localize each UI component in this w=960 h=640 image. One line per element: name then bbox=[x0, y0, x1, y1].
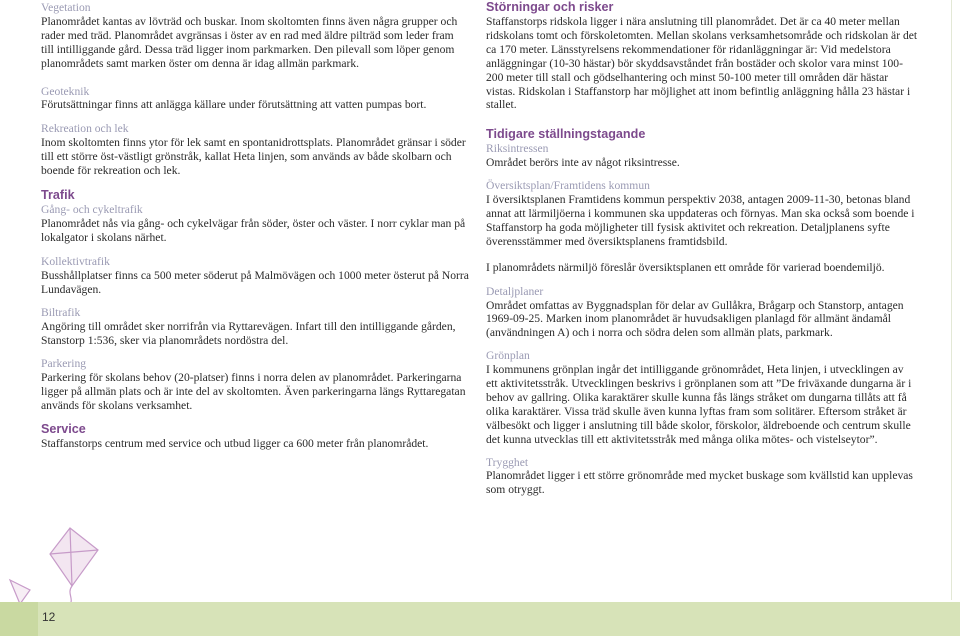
text-oversiktsplan: I översiktsplanen Framtidens kommun perspektiv 2038, antagen 2009-11-30, betonas bland annat att lärmiljöerna i kommunen ska uppdateras och förnyas. Man ska också som boende i Staffanstorp ha goda möjligheter till fysisk aktivitet och rekreation. Detaljplanens syfte överensstämmer med översiktsplanens framtidsbild. bbox=[486, 193, 915, 248]
text-geoteknik: Förutsättningar finns att anlägga källare under förutsättning att vatten pumpas bort. bbox=[41, 98, 427, 112]
text-kollektivtrafik: Busshållplatser finns ca 500 meter söderut på Malmövägen och 1000 meter österut på Norra Lundavägen. bbox=[41, 268, 469, 296]
section-tidigare bbox=[486, 127, 918, 170]
text-trafik: Planområdet nås via gång- och cykelvägar från söder, öster och väster. I norr cyklar man på lokalgator i skolans närhet. bbox=[41, 216, 466, 244]
section-kollektivtrafik bbox=[41, 255, 469, 297]
heading-storningar: Störningar och risker bbox=[486, 0, 614, 14]
left-column bbox=[41, 0, 469, 450]
heading-vegetation: Vegetation bbox=[41, 1, 91, 14]
section-oversiktsplan bbox=[486, 179, 918, 274]
section-parkering bbox=[41, 357, 469, 413]
section-detaljplaner bbox=[486, 285, 918, 341]
section-rekreation bbox=[41, 122, 469, 178]
page-number: 12 bbox=[42, 610, 56, 624]
heading-parkering: Parkering bbox=[41, 357, 87, 371]
subheading-riksintressen: Riksintressen bbox=[486, 142, 549, 156]
section-trygghet bbox=[486, 456, 918, 498]
section-geoteknik bbox=[41, 85, 469, 113]
heading-trafik: Trafik bbox=[41, 187, 75, 202]
section-trafik bbox=[41, 188, 469, 245]
text-vegetation: Planområdet kantas av lövträd och buskar. Inom skoltomten finns även några grupper och rader med träd. Planområdet avgränsas i öster av en rad med äldre pilträd som leder fram till intilliggande gård. Dessa träd ligger inom parkmarken. Den pilevall som löper genom planområdets samt marken öster om denna är idag allmän parkmark. bbox=[41, 14, 458, 70]
heading-kollektivtrafik: Kollektivtrafik bbox=[41, 254, 110, 268]
heading-detaljplaner: Detaljplaner bbox=[486, 284, 544, 298]
section-biltrafik bbox=[41, 306, 469, 348]
heading-oversiktsplan: Översiktsplan/Framtidens kommun bbox=[486, 179, 650, 193]
text-riksintressen: Området berörs inte av något riksintresse. bbox=[486, 156, 680, 170]
subheading-gang-cykel: Gång- och cykeltrafik bbox=[41, 202, 143, 216]
heading-service: Service bbox=[41, 421, 86, 436]
heading-rekreation: Rekreation och lek bbox=[41, 122, 129, 136]
text-biltrafik: Angöring till området sker norrifrån via Ryttarevägen. Infart till den intilliggande gården, Stanstorp 1:536, sker via planområdets nordöstra del. bbox=[41, 320, 456, 348]
text-storningar: Staffanstorps ridskola ligger i nära anslutning till planområdet. Det är ca 40 meter mellan ridskolans tomt och förskoletomten. Mellan skolans verksamhetsområde och ridskolan är det ca 170 meter. Länsstyrelsens rekommendationer för ridanläggningar är: Vid medelstora anläggningar (10-30 hästar) bör skyddsavståndet från bostäder och skolor vara minst 100-200 meter till stall och gödselhantering och minst 50-100 meter till områden där hästar vistas. Ridskolan i Staffanstorp har möjlighet att inom befintlig anläggning hålla 23 hästar i stallet. bbox=[486, 15, 918, 112]
heading-geoteknik: Geoteknik bbox=[41, 84, 90, 98]
text-oversiktsplan-2: I planområdets närmiljö föreslår översiktsplanen ett område för varierad boendemiljö. bbox=[486, 260, 885, 274]
text-trygghet: Planområdet ligger i ett större grönområde med mycket buskage som kvällstid kan upplevas som otryggt. bbox=[486, 469, 913, 497]
text-parkering: Parkering för skolans behov (20-platser) finns i norra delen av planområdet. Parkeringarna ligger på allmän plats och är inte del av skoltomten. Även parkeringarna längs Ryttaregatan används för skolans verksamhet. bbox=[41, 371, 466, 412]
section-service bbox=[41, 422, 469, 451]
text-service: Staffanstorps centrum med service och utbud ligger ca 600 meter från planområdet. bbox=[41, 436, 429, 450]
footer-accent-bar bbox=[0, 602, 38, 636]
heading-trygghet: Trygghet bbox=[486, 455, 529, 469]
text-gronplan: I kommunens grönplan ingår det intilliggande grönområdet, Heta linjen, i utvecklingen av ett aktivitetsstråk. Utvecklingen beskrivs i grönplanen som att ”De friväxande dungarna är i behov av gallring. Olika karaktärer skulle kunna fås längs stråket om dungarna tillåts att få olika karaktärer. Vissa träd skulle även kunna lyftas fram som solitärer. Eftersom stråket är välbesökt och ligger i anslutning till både skolor, förskolor, äldreboende och centrum skulle det kunna utvecklas till ett aktivitetsstråk med många olika mötes- och vistelseytor”. bbox=[486, 363, 912, 446]
heading-biltrafik: Biltrafik bbox=[41, 306, 81, 320]
heading-gronplan: Grönplan bbox=[486, 349, 530, 363]
section-vegetation bbox=[41, 0, 469, 71]
footer-band bbox=[0, 602, 960, 636]
right-column bbox=[486, 0, 918, 497]
page-edge-line bbox=[951, 0, 952, 600]
heading-tidigare: Tidigare ställningstagande bbox=[486, 127, 646, 142]
section-storningar bbox=[486, 0, 918, 112]
text-rekreation: Inom skoltomten finns ytor för lek samt en spontanidrottsplats. Planområdet gränsar i söder till ett större öst-västligt grönstråk, kallat Heta linjen, som används av både skolbarn och boende för rekreation och lek. bbox=[41, 136, 466, 178]
section-gronplan bbox=[486, 349, 918, 446]
text-detaljplaner: Området omfattas av Byggnadsplan för delar av Gullåkra, Brågarp och Stanstorp, antagen 1969-09-25. Marken inom planområdet är huvudsakligen planlagd för allmänt ändamål (användningen A) och i norra och södra delen som allmän plats, parkmark. bbox=[486, 298, 904, 340]
